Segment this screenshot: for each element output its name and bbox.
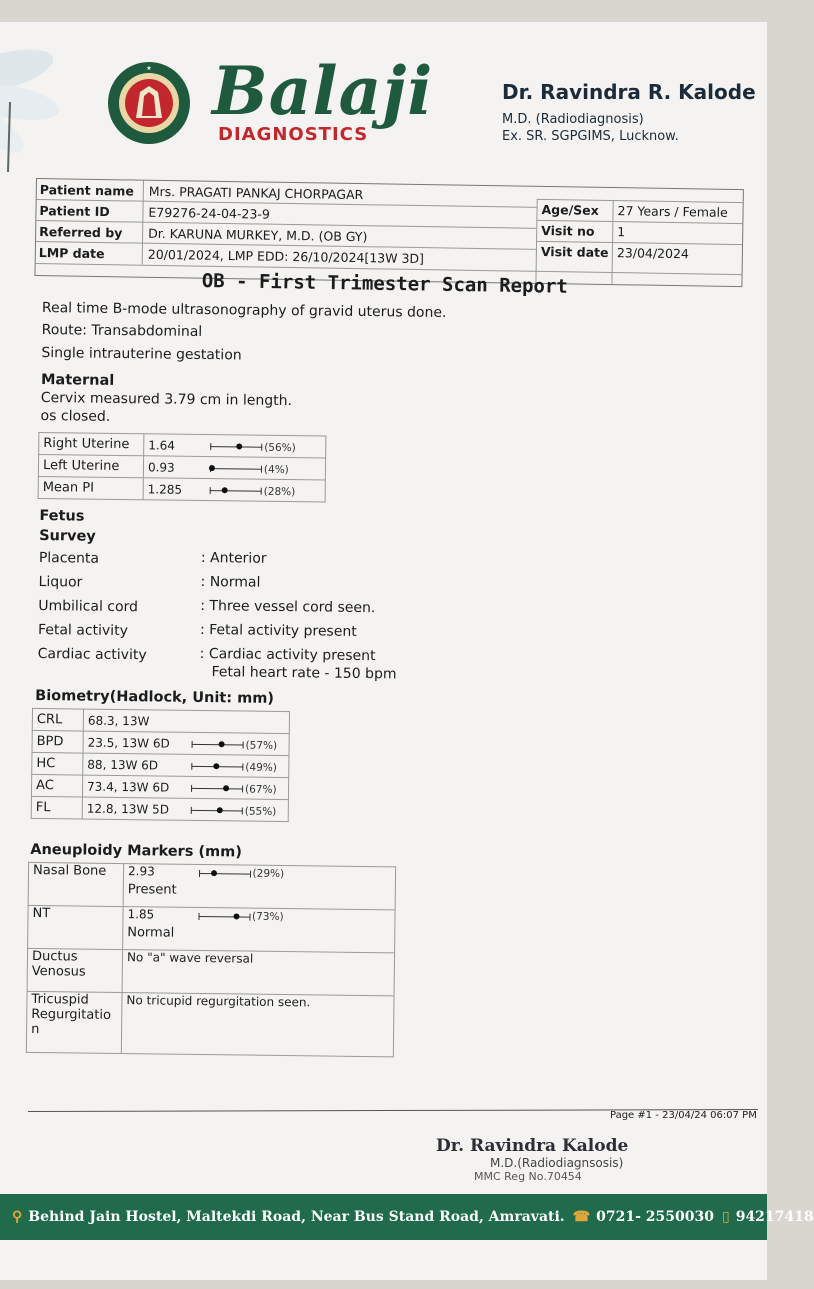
report-body (0, 22, 770, 1289)
percentile-indicator (192, 736, 278, 751)
phone-icon: ☎ (572, 1209, 591, 1225)
nasal-bone-status: Present (127, 882, 177, 898)
uterine-label: Mean PI (38, 476, 143, 499)
table-row (32, 730, 289, 755)
ductus-value: No "a" wave reversal (122, 950, 395, 996)
location-pin-icon: ⚲ (12, 1209, 23, 1225)
biometry-label: HC (32, 752, 83, 775)
percentile-label: (73%) (251, 910, 284, 924)
biometry-label: FL (31, 796, 82, 819)
percentile-marker (209, 465, 215, 471)
brand-subtitle: DIAGNOSTICS (218, 124, 369, 145)
table-row (31, 774, 288, 799)
tricuspid-label-3: n (31, 1021, 40, 1038)
survey-item-value: : Fetal activity present (199, 621, 357, 640)
address-text: Behind Jain Hostel, Maltekdi Road, Near Bus Stand Road, Amravati. (28, 1209, 565, 1225)
age-sex-value: 27 Years / Female (617, 203, 728, 220)
patient-id-value: E79276-24-04-23-9 (148, 204, 270, 222)
survey-item-value: : Anterior (200, 549, 267, 567)
page-number: Page #1 - 23/04/24 06:07 PM (610, 1110, 757, 1121)
percentile-label: (49%) (245, 761, 277, 774)
biometry-value: 73.4, 13W 6D (87, 779, 170, 795)
age-sex-label: Age/Sex (541, 201, 599, 218)
phone-number-1: 0721- 2550030 (596, 1209, 714, 1225)
biometry-value: 12.8, 13W 5D (86, 801, 170, 817)
percentile-indicator (191, 802, 277, 817)
percentile-indicator (191, 780, 277, 795)
percentile-bar (192, 739, 244, 750)
percentile-indicator (210, 461, 289, 476)
patient-name-label: Patient name (39, 182, 134, 199)
referred-by-value: Dr. KARUNA MURKEY, M.D. (OB GY) (148, 225, 368, 245)
biometry-heading: Biometry(Hadlock, Unit: mm) (35, 687, 275, 707)
percentile-bar (198, 910, 250, 921)
percentile-label: (29%) (252, 867, 285, 881)
nt-label: NT (28, 905, 124, 949)
survey-item-label: Liquor (38, 574, 83, 591)
report-title: OB - First Trimester Scan Report (201, 270, 569, 298)
report-page (0, 22, 814, 1280)
survey-item-label: Fetal activity (37, 622, 129, 640)
table-row (26, 991, 394, 1056)
percentile-label: (4%) (263, 463, 289, 476)
uterine-value: 0.93 (147, 459, 175, 475)
percentile-indicator (210, 439, 296, 454)
signature-block (436, 1136, 628, 1183)
table-row (31, 796, 288, 821)
visit-no-value: 1 (617, 224, 626, 240)
uterine-doppler-table (38, 432, 327, 503)
percentile-marker (236, 443, 242, 449)
aneuploidy-table (26, 862, 396, 1057)
percentile-bar (210, 441, 262, 452)
signature-name: Dr. Ravindra Kalode (436, 1136, 629, 1156)
patient-name-value: Mrs. PRAGATI PANKAJ CHORPAGAR (148, 183, 364, 203)
tricuspid-label-2: Regurgitatio (31, 1006, 112, 1023)
table-row (28, 905, 395, 952)
fetus-heading: Fetus (39, 508, 85, 525)
visit-no-label: Visit no (541, 222, 595, 239)
biometry-value: 68.3, 13W (87, 713, 150, 728)
ductus-label-2: Venosus (31, 963, 86, 980)
phone-number-2: 94217418 (735, 1209, 814, 1225)
survey-item-value: : Cardiac activity present (199, 645, 376, 665)
nasal-bone-label: Nasal Bone (28, 862, 124, 906)
biometry-table (31, 708, 290, 822)
nasal-bone-value: 2.93 (127, 864, 155, 879)
biometry-label: AC (31, 774, 82, 797)
signature-qualification: M.D.(Radiodiagnsosis) (490, 1156, 624, 1170)
maternal-heading: Maternal (40, 372, 115, 389)
doctor-name: Dr. Ravindra R. Kalode (502, 80, 756, 104)
visit-date-label: Visit date (540, 243, 609, 261)
maternal-line-1: Cervix measured 3.79 cm in length. (40, 390, 293, 410)
percentile-marker (221, 487, 227, 493)
survey-item-value: : Normal (200, 573, 261, 591)
uterine-value: 1.285 (147, 481, 183, 497)
percentile-marker (233, 913, 239, 919)
survey-heading: Survey (39, 528, 96, 545)
survey-item-label: Placenta (38, 550, 100, 567)
uterine-value: 1.64 (148, 437, 176, 453)
uterine-label: Right Uterine (39, 432, 144, 455)
maternal-line-2: os closed. (40, 408, 111, 425)
svg-text:★: ★ (146, 65, 152, 72)
percentile-bar (191, 805, 243, 816)
ductus-label-1: Ductus (31, 948, 78, 965)
address-bar (0, 1194, 814, 1240)
table-row (38, 476, 325, 502)
brand-name: Balaji (212, 52, 434, 130)
biometry-value: 88, 13W 6D (87, 757, 159, 772)
visit-date-value: 23/04/2024 (616, 245, 690, 262)
percentile-indicator (199, 865, 285, 880)
percentile-bar (191, 761, 243, 772)
table-row (32, 752, 289, 777)
percentile-label: (57%) (245, 739, 278, 752)
referred-by-label: Referred by (39, 224, 123, 241)
percentile-indicator (198, 908, 284, 923)
percentile-marker (214, 763, 220, 769)
tricuspid-value: No tricupid regurgitation seen. (121, 993, 394, 1057)
aneuploidy-heading: Aneuploidy Markers (mm) (30, 841, 243, 861)
percentile-indicator (191, 758, 277, 773)
percentile-label: (67%) (244, 783, 277, 796)
doctor-experience: Ex. SR. SGPGIMS, Lucknow. (502, 129, 679, 144)
percentile-bar (210, 485, 262, 496)
table-row (27, 948, 394, 995)
nt-value: 1.85 (127, 907, 155, 922)
biometry-label: BPD (32, 730, 83, 753)
percentile-label: (28%) (263, 485, 296, 498)
survey-item-label: Cardiac activity (37, 645, 147, 664)
doctor-qualification: M.D. (Radiodiagnosis) (502, 112, 644, 127)
percentile-bar (210, 463, 262, 474)
survey-item-label: Umbilical cord (38, 598, 139, 616)
percentile-bar (199, 867, 251, 878)
percentile-label: (56%) (264, 441, 296, 454)
lmp-date-label: LMP date (38, 245, 105, 262)
percentile-marker (218, 741, 224, 747)
mobile-icon: ▯ (721, 1209, 730, 1225)
biometry-value: 23.5, 13W 6D (87, 735, 170, 751)
intro-line-3: Single intrauterine gestation (41, 345, 242, 364)
percentile-marker (216, 807, 222, 813)
table-row (28, 862, 395, 909)
tricuspid-label-1: Tricuspid (31, 991, 89, 1008)
fetal-heart-rate: Fetal heart rate - 150 bpm (211, 664, 397, 683)
percentile-indicator (210, 483, 296, 498)
signature-registration: MMC Reg No.70454 (474, 1170, 582, 1183)
percentile-marker (211, 870, 217, 876)
percentile-marker (223, 785, 229, 791)
intro-line-2: Route: Transabdominal (41, 322, 203, 340)
uterine-label: Left Uterine (38, 454, 143, 477)
biometry-label: CRL (32, 708, 83, 731)
percentile-label: (55%) (244, 805, 277, 818)
survey-item-value: : Three vessel cord seen. (200, 597, 376, 617)
patient-id-label: Patient ID (39, 203, 110, 220)
table-row (32, 708, 289, 733)
percentile-bar (191, 783, 243, 794)
lmp-date-value: 20/01/2024, LMP EDD: 26/10/2024[13W 3D] (147, 246, 425, 267)
intro-line-1: Real time B-mode ultrasonography of gravid uterus done. (41, 300, 447, 321)
nt-status: Normal (127, 925, 175, 941)
